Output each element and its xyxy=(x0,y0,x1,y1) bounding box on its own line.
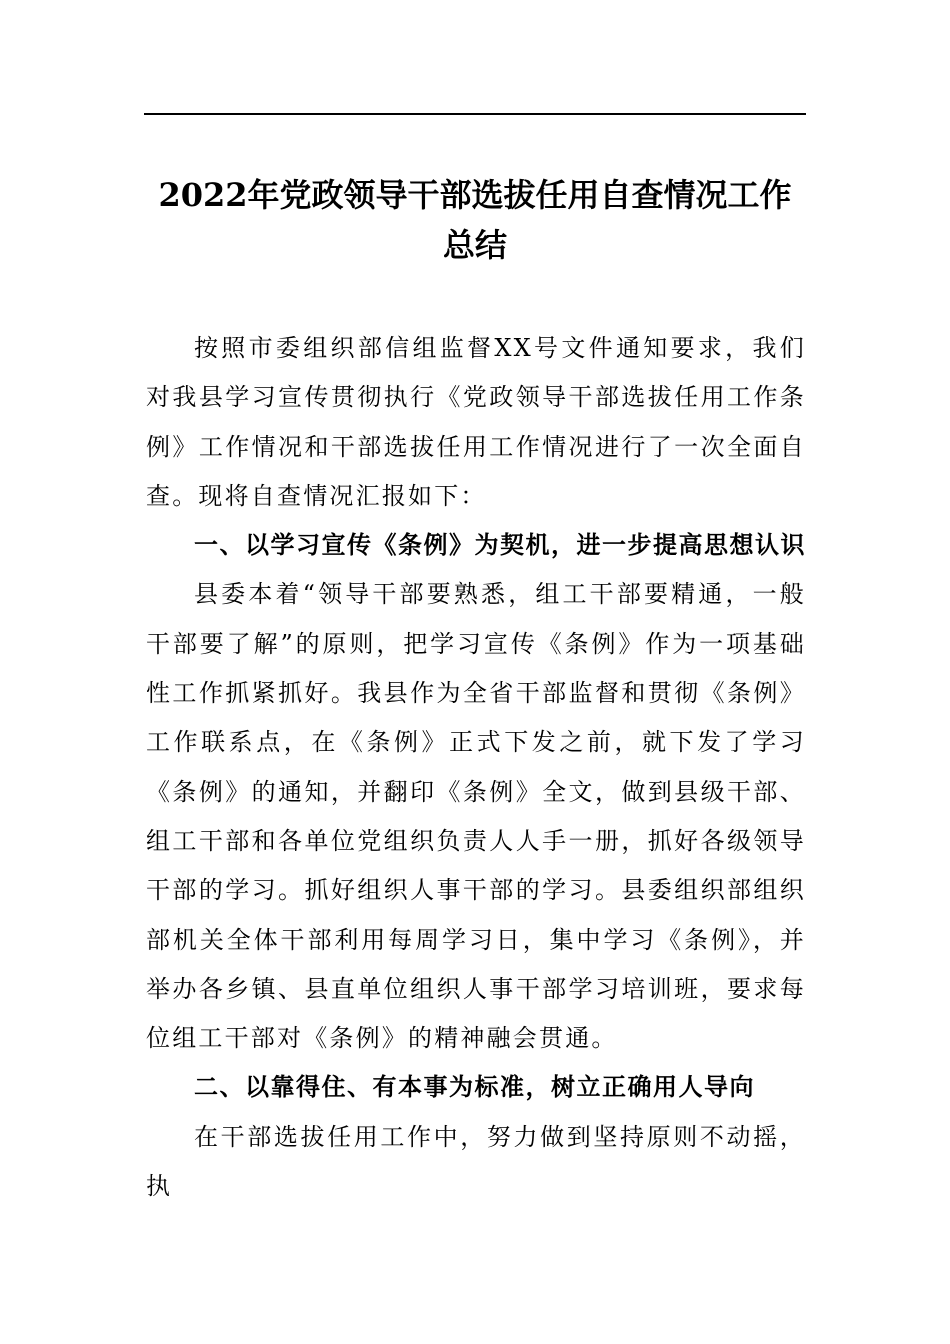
section-1-paragraph: 县委本着“领导干部要熟悉，组工干部要精通，一般干部要了解”的原则，把学习宣传《条例》作为一项基础性工作抓紧抓好。我县作为全省干部监督和贯彻《条例》工作联系点，在《条例》正式下发之前，就下发了学习《条例》的通知，并翻印《条例》全文，做到县级干部、组工干部和各单位党组织负责人人手一册，抓好各级领导干部的学习。抓好组织人事干部的学习。县委组织部组织部机关全体干部利用每周学习日，集中学习《条例》，并举办各乡镇、县直单位组织人事干部学习培训班，要求每位组工干部对《条例》的精神融会贯通。 xyxy=(146,580,806,1053)
section-2-paragraph: 在干部选拔任用工作中，努力做到坚持原则不动摇，执 xyxy=(146,1122,806,1201)
document-body xyxy=(146,324,806,1211)
intro-paragraph: 按照市委组织部信组监督XX号文件通知要求，我们对我县学习宣传贯彻执行《党政领导干部选拔任用工作条例》工作情况和干部选拔任用工作情况进行了一次全面自查。现将自查情况汇报如下： xyxy=(146,334,806,510)
section-heading-2: 二、以靠得住、有本事为标准，树立正确用人导向 xyxy=(194,1073,755,1102)
section-heading-1: 一、以学习宣传《条例》为契机，进一步提高思想认识 xyxy=(194,531,806,560)
header-rule xyxy=(144,113,806,115)
document-title: 2022年党政领导干部选拔任用自查情况工作总结 xyxy=(158,176,792,264)
